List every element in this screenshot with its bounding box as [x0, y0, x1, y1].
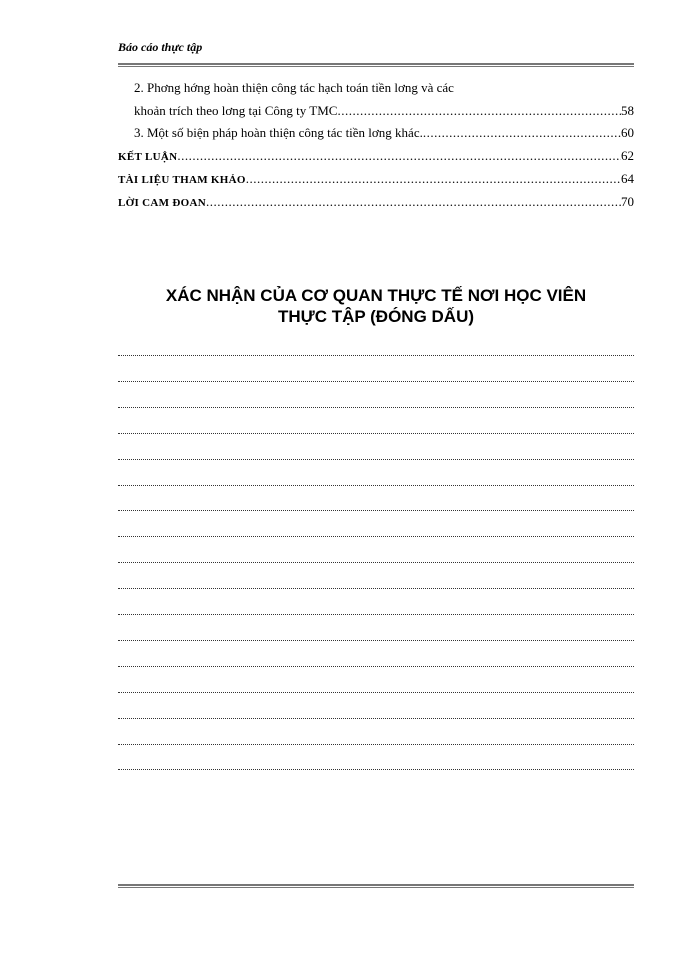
blank-dotted-line: [118, 732, 634, 745]
toc-item-3: [118, 125, 634, 145]
blank-dotted-line: [118, 706, 634, 719]
blank-dotted-line: [118, 680, 634, 693]
toc-tai-lieu-page: 64: [621, 171, 634, 186]
footer-rule: [118, 884, 634, 888]
confirmation-title-line1: XÁC NHẬN CỦA CƠ QUAN THỰC TẾ NƠI HỌC VIÊN: [165, 286, 587, 305]
blank-dotted-line: [118, 757, 634, 770]
toc-item-2-line2: [118, 103, 634, 123]
blank-dotted-line: [118, 498, 634, 511]
blank-dotted-line: [118, 654, 634, 667]
blank-dotted-line: [118, 602, 634, 615]
toc-leader-dots: [206, 194, 621, 210]
toc-leader-dots: [337, 103, 621, 119]
blank-dotted-line: [118, 343, 634, 356]
blank-dotted-line: [118, 473, 634, 486]
toc-item-2-line1: 2. Phơng hớng hoàn thiện công tác hạch toán tiền lơng và các: [134, 80, 454, 95]
blank-dotted-line: [118, 369, 634, 382]
toc-loi-cam-doan-page: 70: [621, 194, 634, 209]
toc-item-2-page: 58: [621, 103, 634, 118]
toc-leader-dots: [246, 171, 621, 187]
toc-leader-dots: [177, 148, 621, 164]
blank-dotted-line: [118, 421, 634, 434]
blank-dotted-line: [118, 524, 634, 537]
toc-loi-cam-doan-text: LỜI CAM ĐOAN: [118, 197, 206, 209]
blank-dotted-line: [118, 447, 634, 460]
toc-item-2-text: khoản trích theo lơng tại Công ty TMC: [134, 103, 338, 118]
header-rule: [118, 63, 634, 67]
toc-ket-luan-text: KẾT LUẬN: [118, 151, 178, 163]
toc-ket-luan: [118, 148, 634, 168]
blank-dotted-line: [118, 550, 634, 563]
toc-leader-dots: [423, 125, 621, 141]
toc-item-3-text: 3. Một số biện pháp hoàn thiện công tác tiền lơng khác.: [134, 125, 423, 140]
header-title: Báo cáo thực tập: [118, 40, 203, 54]
blank-dotted-line: [118, 395, 634, 408]
confirmation-title: [118, 285, 634, 327]
blank-dotted-line: [118, 576, 634, 589]
confirmation-title-line2: THỰC TẬP (ĐÓNG DẤU): [277, 307, 475, 326]
toc-item-3-page: 60: [621, 125, 634, 140]
blank-dotted-line: [118, 628, 634, 641]
toc-tai-lieu: [118, 171, 634, 191]
toc-loi-cam-doan: [118, 194, 634, 214]
toc-ket-luan-page: 62: [621, 148, 634, 163]
toc-tai-lieu-text: TÀI LIỆU THAM KHẢO: [118, 174, 246, 186]
